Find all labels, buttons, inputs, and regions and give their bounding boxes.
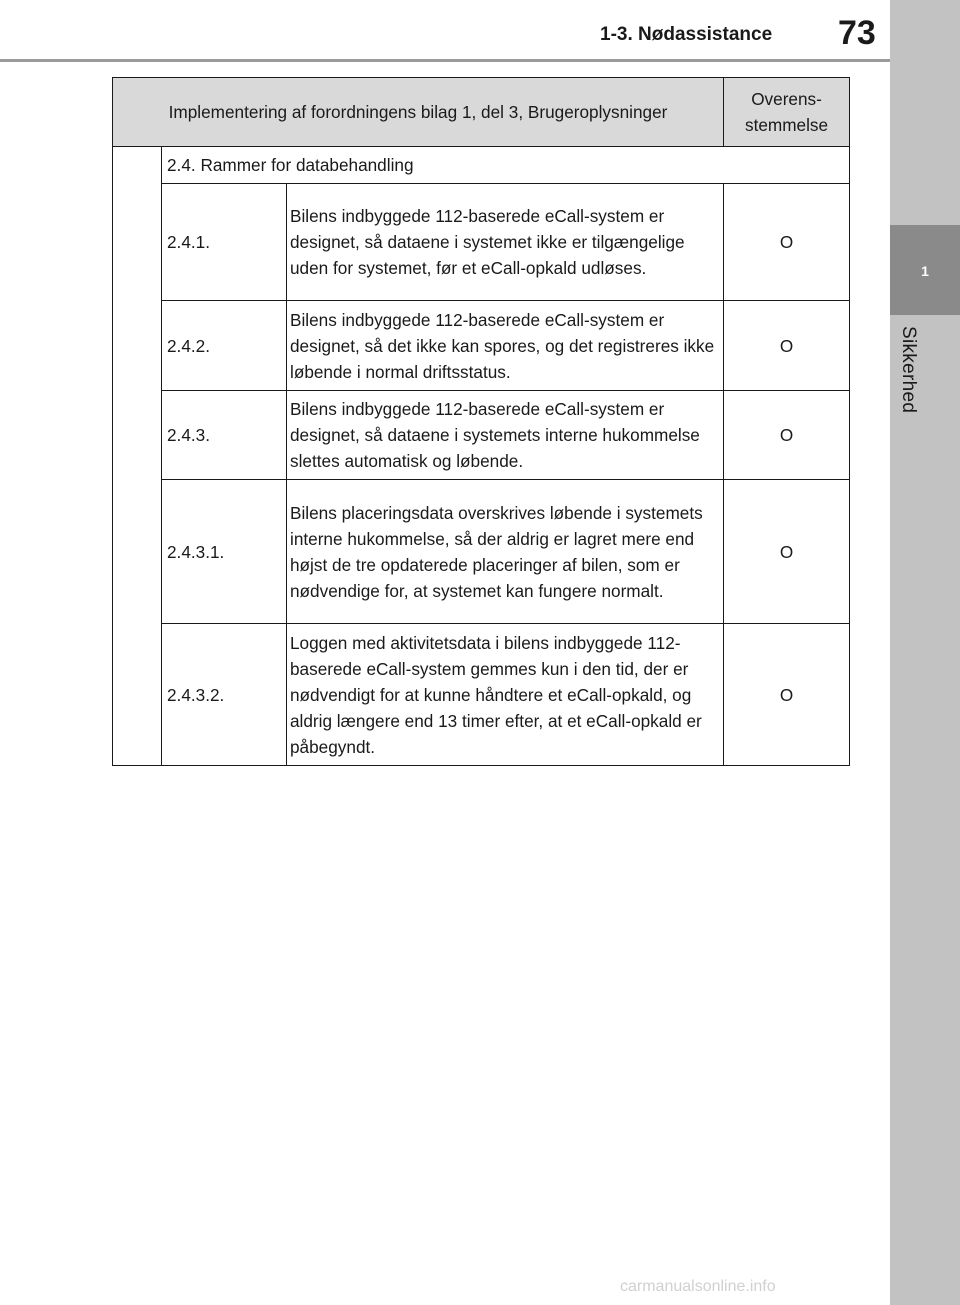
section-label: 2.4. Rammer for databehandling: [162, 147, 850, 184]
row-text: Bilens indbyggede 112-baserede eCall-system er designet, så dataene i systemet ikke er tilgængelige uden for systemet, før et eCall-opkald udløses.: [287, 184, 724, 301]
chapter-label: Sikkerhed: [898, 326, 919, 414]
row-text: Bilens indbyggede 112-baserede eCall-system er designet, så dataene i systemets interne hukommelse slettes automatisk og løbende.: [287, 391, 724, 480]
regulation-table: [112, 77, 850, 766]
row-ref: 2.4.1.: [162, 184, 287, 301]
indent-cell: [113, 147, 162, 766]
header-description: Implementering af forordningens bilag 1, del 3, Brugeroplysninger: [113, 78, 724, 147]
watermark: carmanualsonline.info: [620, 1278, 776, 1295]
row-ref: 2.4.3.1.: [162, 480, 287, 624]
row-compliance: O: [724, 624, 850, 766]
table-row: [113, 480, 850, 624]
table-row: [113, 391, 850, 480]
row-ref: 2.4.3.: [162, 391, 287, 480]
table-row: [113, 624, 850, 766]
row-compliance: O: [724, 480, 850, 624]
row-compliance: O: [724, 184, 850, 301]
row-compliance: O: [724, 301, 850, 391]
row-ref: 2.4.2.: [162, 301, 287, 391]
table-header-row: [113, 78, 850, 147]
page-number: 73: [838, 14, 876, 52]
header-divider: [0, 59, 890, 62]
table-row: [113, 184, 850, 301]
section-title: 1-3. Nødassistance: [600, 24, 773, 45]
chapter-sidebar: [890, 0, 960, 1305]
row-compliance: O: [724, 391, 850, 480]
row-text: Bilens indbyggede 112-baserede eCall-system er designet, så det ikke kan spores, og det registreres ikke løbende i normal driftsstatus.: [287, 301, 724, 391]
chapter-number: 1: [921, 263, 929, 279]
row-ref: 2.4.3.2.: [162, 624, 287, 766]
table-row: [113, 301, 850, 391]
row-text: Loggen med aktivitetsdata i bilens indbyggede 112-baserede eCall-system gemmes kun i den tid, der er nødvendigt for at kunne håndtere et eCall-opkald, og aldrig længere end 13 timer efter, at et eCall-opkald er påbegyndt.: [287, 624, 724, 766]
section-row: [113, 147, 850, 184]
row-text: Bilens placeringsdata overskrives løbende i systemets interne hukommelse, så der aldrig er lagret mere end højst de tre opdaterede placeringer af bilen, som er nødvendige for, at systemet kan fungere normalt.: [287, 480, 724, 624]
header-compliance: Overens- stemmelse: [724, 78, 850, 147]
